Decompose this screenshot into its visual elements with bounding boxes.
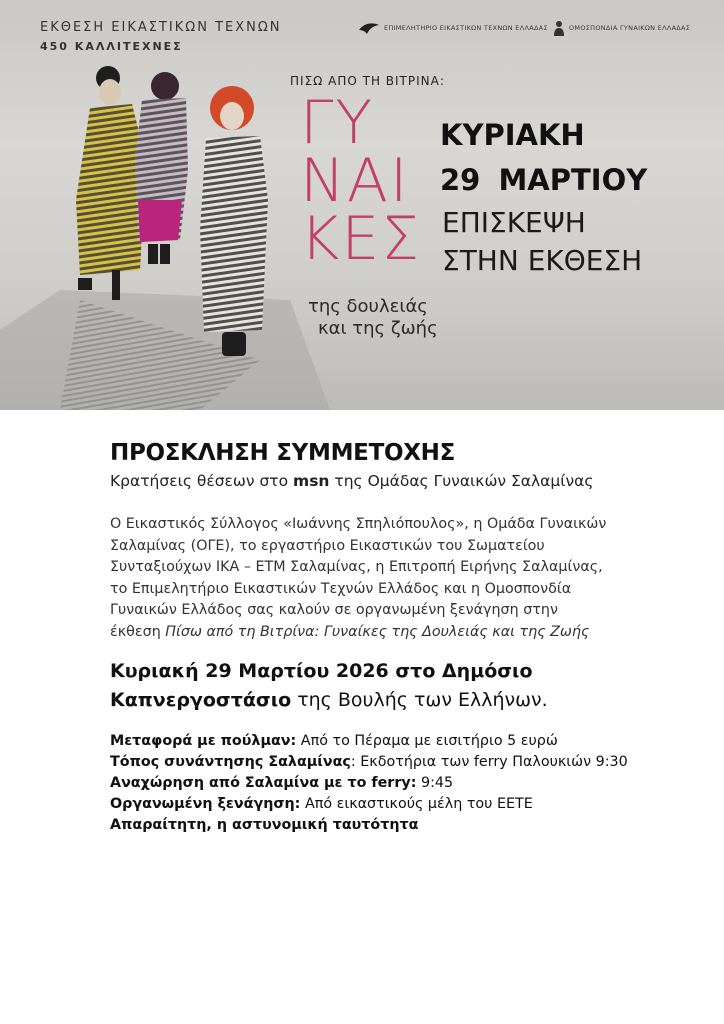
paragraph-line-last bbox=[110, 622, 710, 644]
event-date: 29 ΜΑΡΤΙΟΥ bbox=[440, 163, 648, 197]
title-word-2: ΝΑΙ bbox=[300, 146, 410, 216]
booking-text-before: Κρατήσεις θέσεων στο bbox=[110, 472, 294, 490]
exhibition-pretitle: ΠΙΣΩ ΑΠΟ ΤΗ ΒΙΤΡΙΝΑ: bbox=[290, 74, 445, 88]
invitation-paragraph bbox=[110, 514, 710, 643]
exhibit-title: ΕΚΘΕΣΗ ΕΙΚΑΣΤΙΚΩΝ ΤΕΧΝΩΝ bbox=[40, 20, 282, 35]
paragraph-line: Συνταξιούχων ΙΚΑ – ΕΤΜ Σαλαμίνας, η Επιτροπή Ειρήνης Σαλαμίνας, bbox=[110, 559, 603, 575]
exhibition-title-italic: Πίσω από τη Βιτρίνα: Γυναίκες της Δουλειάς και της Ζωής bbox=[165, 623, 590, 640]
detail-label: Απαραίτητη, η αστυνομική ταυτότητα bbox=[110, 817, 419, 833]
federation-logo bbox=[553, 20, 690, 36]
artists-count: 450 ΚΑΛΛΙΤΕΧΝΕΣ bbox=[40, 40, 183, 53]
event-info bbox=[110, 657, 710, 715]
detail-value: : Εκδοτήρια των ferry Παλουκιών 9:30 bbox=[350, 754, 628, 770]
event-venue-rest: της Βουλής των Ελλήνων. bbox=[291, 689, 548, 711]
chamber-logo bbox=[358, 20, 548, 36]
figure-yellow-woman bbox=[76, 66, 146, 300]
event-line-1 bbox=[110, 657, 710, 686]
trip-details bbox=[110, 731, 710, 836]
detail-row bbox=[110, 773, 710, 794]
paragraph-last-plain: έκθεση bbox=[110, 623, 166, 640]
chamber-logo-text: ΕΠΙΜΕΛΗΤΗΡΙΟ ΕΙΚΑΣΤΙΚΩΝ ΤΕΧΝΩΝ ΕΛΛΑΔΑΣ bbox=[384, 24, 548, 32]
title-word-1: ΓΥ bbox=[300, 88, 375, 158]
paragraph-line: Ο Εικαστικός Σύλλογος «Ιωάννης Σπηλιόπουλος», η Ομάδα Γυναικών bbox=[110, 516, 607, 532]
booking-msn: msn bbox=[293, 472, 330, 490]
detail-label: Μεταφορά με πούλμαν: bbox=[110, 733, 297, 749]
federation-logo-text: ΟΜΟΣΠΟΝΔΙΑ ΓΥΝΑΙΚΩΝ ΕΛΛΑΔΑΣ bbox=[569, 24, 691, 32]
detail-value: Από το Πέραμα με εισιτήριο 5 ευρώ bbox=[296, 733, 558, 749]
detail-value: Από εικαστικούς μέλη του ΕΕΤΕ bbox=[300, 796, 533, 812]
poster-banner bbox=[0, 0, 724, 410]
detail-label: Τόπος συνάντησης Σαλαμίνας bbox=[110, 754, 351, 770]
detail-label: Οργανωμένη ξενάγηση: bbox=[110, 796, 301, 812]
detail-row bbox=[110, 794, 710, 815]
detail-value: 9:45 bbox=[416, 775, 454, 791]
event-date-venue: Κυριακή 29 Μαρτίου 2026 στο Δημόσιο bbox=[110, 660, 533, 682]
invitation-content bbox=[110, 440, 710, 836]
paragraph-line: Γυναικών Ελλάδος σας καλούν σε οργανωμένη ξενάγηση στην bbox=[110, 602, 558, 618]
poster-subtitle-1: της δουλειάς bbox=[308, 296, 428, 317]
visit-line-2: ΣΤΗΝ ΕΚΘΕΣΗ bbox=[442, 244, 643, 277]
figure-red-haired-woman bbox=[200, 86, 268, 356]
title-word-3: ΚΕΣ bbox=[300, 204, 422, 274]
booking-text-after: της Ομάδας Γυναικών Σαλαμίνας bbox=[329, 472, 594, 490]
bird-icon bbox=[358, 21, 380, 35]
day-of-week: ΚΥΡΙΑΚΗ bbox=[440, 118, 585, 152]
paragraph-line: το Επιμελητήριο Εικαστικών Τεχνών Ελλάδος και η Ομοσπονδία bbox=[110, 580, 572, 597]
detail-row bbox=[110, 752, 710, 773]
figure-magenta-woman bbox=[135, 72, 188, 264]
visit-line-1: ΕΠΙΣΚΕΨΗ bbox=[442, 206, 586, 239]
paragraph-line: Σαλαμίνας (ΟΓΕ), το εργαστήριο Εικαστικών του Σωματείου bbox=[110, 537, 545, 554]
booking-line bbox=[110, 472, 710, 490]
detail-label: Αναχώρηση από Σαλαμίνα με το ferry: bbox=[110, 775, 417, 791]
detail-row bbox=[110, 815, 710, 836]
poster-subtitle-2: και της ζωής bbox=[318, 318, 438, 339]
woman-bust-icon bbox=[553, 20, 565, 36]
event-line-2 bbox=[110, 686, 710, 715]
event-venue-name: Καπνεργοστάσιο bbox=[110, 689, 292, 711]
invitation-heading: ΠΡΟΣΚΛΗΣΗ ΣΥΜΜΕΤΟΧΗΣ bbox=[110, 440, 455, 466]
detail-row bbox=[110, 731, 710, 752]
